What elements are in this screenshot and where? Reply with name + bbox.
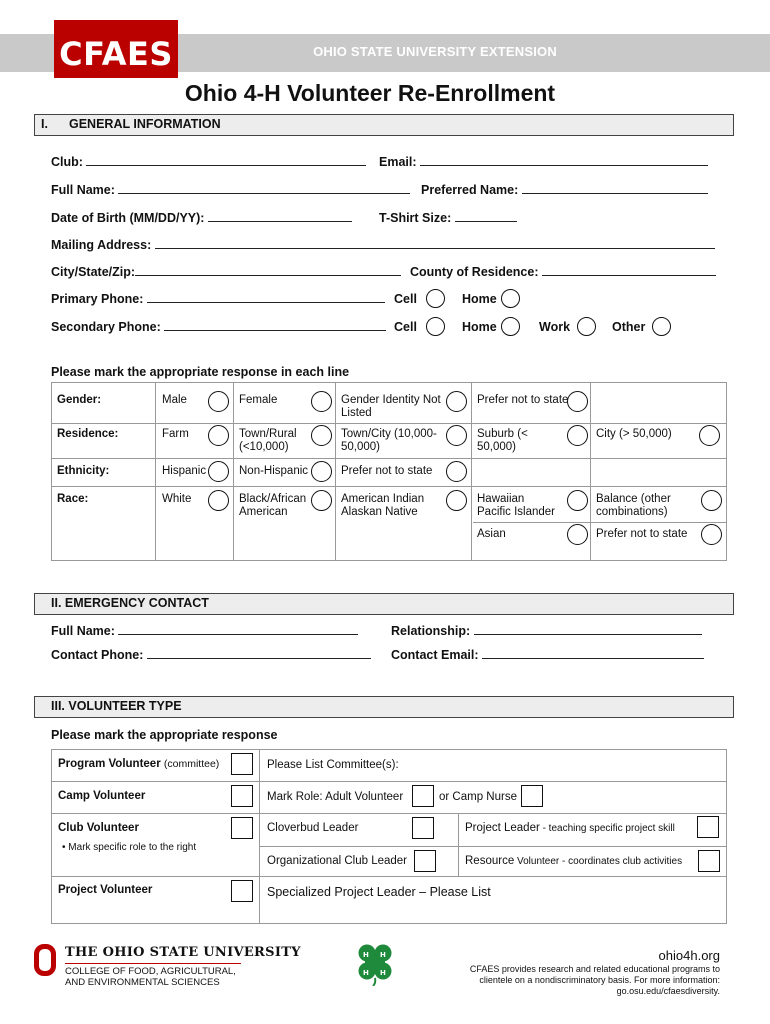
primary-home-radio[interactable] bbox=[501, 289, 520, 308]
city-label: City/State/Zip: bbox=[51, 265, 136, 279]
race-balance: Balance (other combinations) bbox=[596, 493, 671, 518]
program-volunteer-row bbox=[58, 758, 219, 770]
secondary-work-radio[interactable] bbox=[577, 317, 596, 336]
club-field[interactable] bbox=[51, 155, 366, 169]
table-line bbox=[51, 423, 727, 424]
gender-male: Male bbox=[162, 394, 187, 406]
dob-line bbox=[208, 211, 352, 222]
extension-label: OHIO STATE UNIVERSITY EXTENSION bbox=[313, 44, 557, 59]
resource-row bbox=[465, 855, 682, 867]
table-line bbox=[726, 382, 727, 560]
bullet-icon: • bbox=[62, 842, 66, 853]
ec-email-line bbox=[482, 648, 704, 659]
ethnicity-non-hispanic-radio[interactable] bbox=[311, 461, 332, 482]
svg-text:H: H bbox=[363, 969, 369, 977]
ec-relationship-field[interactable] bbox=[391, 624, 702, 638]
email-field[interactable] bbox=[379, 155, 708, 169]
ec-email-field[interactable] bbox=[391, 648, 704, 662]
tshirt-line bbox=[455, 211, 517, 222]
project-volunteer-checkbox[interactable] bbox=[231, 880, 253, 902]
secondary-cell-label: Cell bbox=[394, 320, 417, 334]
secondary-work-label: Work bbox=[539, 320, 571, 334]
resource-desc: Volunteer - coordinates club activities bbox=[514, 856, 683, 867]
project-volunteer-label: Project Volunteer bbox=[58, 884, 153, 896]
table-line bbox=[51, 749, 52, 923]
table-line bbox=[51, 560, 727, 561]
resource-label: Resource bbox=[465, 855, 515, 867]
residence-suburb-radio[interactable] bbox=[567, 425, 588, 446]
club-volunteer-checkbox[interactable] bbox=[231, 817, 253, 839]
project-leader-desc: - teaching specific project skill bbox=[539, 823, 675, 834]
table-line bbox=[473, 522, 727, 523]
mailing-label: Mailing Address: bbox=[51, 238, 152, 252]
primary-phone-label: Primary Phone: bbox=[51, 292, 144, 306]
table-line bbox=[259, 846, 727, 847]
race-white: White bbox=[162, 493, 192, 505]
ec-phone-field[interactable] bbox=[51, 648, 371, 662]
race-black: Black/African American bbox=[239, 493, 307, 518]
primary-phone-line bbox=[147, 292, 385, 303]
adult-volunteer-checkbox[interactable] bbox=[412, 785, 434, 807]
club-volunteer-label: Club Volunteer bbox=[58, 822, 139, 834]
project-leader-checkbox[interactable] bbox=[697, 816, 719, 838]
county-line bbox=[542, 265, 716, 276]
race-label: Race: bbox=[57, 493, 89, 505]
gender-not-listed-radio[interactable] bbox=[446, 391, 467, 412]
preferred-name-line bbox=[522, 183, 708, 194]
program-volunteer-checkbox[interactable] bbox=[231, 753, 253, 775]
ethnicity-prefer-not-radio[interactable] bbox=[446, 461, 467, 482]
program-committee-note: (committee) bbox=[163, 758, 220, 770]
city-field[interactable] bbox=[51, 265, 401, 279]
secondary-home-radio[interactable] bbox=[501, 317, 520, 336]
secondary-home-label: Home bbox=[462, 320, 497, 334]
table-line bbox=[471, 382, 472, 560]
osu-block-o-logo bbox=[34, 944, 56, 976]
race-balance-radio[interactable] bbox=[701, 490, 722, 511]
table-line bbox=[590, 382, 591, 560]
gender-female-radio[interactable] bbox=[311, 391, 332, 412]
nd-line2: clientele on a nondiscriminatory basis. For more information: bbox=[479, 975, 720, 985]
tshirt-field[interactable] bbox=[379, 211, 517, 225]
cloverbud-checkbox[interactable] bbox=[412, 817, 434, 839]
race-american-indian-radio[interactable] bbox=[446, 490, 467, 511]
race-prefer-not-radio[interactable] bbox=[701, 524, 722, 545]
camp-volunteer-checkbox[interactable] bbox=[231, 785, 253, 807]
table-line bbox=[726, 749, 727, 923]
secondary-cell-radio[interactable] bbox=[426, 317, 445, 336]
table-line bbox=[458, 813, 459, 876]
volunteer-instruction: Please mark the appropriate response bbox=[51, 728, 278, 742]
section-general-information bbox=[34, 114, 734, 136]
ec-full-name-line bbox=[118, 624, 358, 635]
table-line bbox=[155, 382, 156, 560]
project-leader-row bbox=[465, 822, 675, 834]
table-line bbox=[233, 382, 234, 560]
secondary-phone-line bbox=[164, 320, 386, 331]
city-line bbox=[135, 265, 401, 276]
camp-nurse-checkbox[interactable] bbox=[521, 785, 543, 807]
resource-checkbox[interactable] bbox=[698, 850, 720, 872]
primary-phone-field[interactable] bbox=[51, 292, 385, 306]
race-hawaiian: Hawaiian Pacific Islander bbox=[477, 493, 555, 518]
primary-cell-radio[interactable] bbox=[426, 289, 445, 308]
nd-line3: go.osu.edu/cfaesdiversity. bbox=[616, 986, 720, 996]
mailing-field[interactable] bbox=[51, 238, 715, 252]
race-prefer-not: Prefer not to state bbox=[596, 528, 688, 540]
table-line bbox=[51, 382, 52, 560]
table-line bbox=[51, 382, 727, 383]
table-line bbox=[335, 382, 336, 560]
primary-cell-label: Cell bbox=[394, 292, 417, 306]
table-line bbox=[51, 923, 727, 924]
residence-suburb: Suburb (< 50,000) bbox=[477, 428, 528, 453]
email-line bbox=[420, 155, 708, 166]
dob-label: Date of Birth (MM/DD/YY): bbox=[51, 211, 205, 225]
residence-town-rural: Town/Rural (<10,000) bbox=[239, 428, 297, 453]
full-name-field[interactable] bbox=[51, 183, 410, 197]
gender-prefer-not: Prefer not to state bbox=[477, 394, 569, 406]
residence-town-city: Town/City (10,000-50,000) bbox=[341, 428, 437, 453]
section-emergency-contact bbox=[34, 593, 734, 615]
ec-relationship-line bbox=[474, 624, 702, 635]
table-line bbox=[51, 749, 727, 750]
county-field[interactable] bbox=[410, 265, 716, 279]
osu-college-line2: AND ENVIRONMENTAL SCIENCES bbox=[65, 977, 220, 988]
org-leader-label: Organizational Club Leader bbox=[267, 855, 408, 867]
ec-email-label: Contact Email: bbox=[391, 648, 479, 662]
race-asian-radio[interactable] bbox=[567, 524, 588, 545]
club-line bbox=[86, 155, 366, 166]
ec-relationship-label: Relationship: bbox=[391, 624, 471, 638]
residence-town-rural-radio[interactable] bbox=[311, 425, 332, 446]
section-volunteer-type bbox=[34, 696, 734, 718]
svg-text:H: H bbox=[380, 969, 386, 977]
ec-phone-label: Contact Phone: bbox=[51, 648, 144, 662]
residence-city-radio[interactable] bbox=[699, 425, 720, 446]
table-line bbox=[51, 781, 727, 782]
residence-city: City (> 50,000) bbox=[596, 428, 672, 440]
osu-name: THE OHIO STATE UNIVERSITY bbox=[65, 945, 301, 960]
county-label: County of Residence: bbox=[410, 265, 539, 279]
residence-farm: Farm bbox=[162, 428, 189, 440]
gender-prefer-not-radio[interactable] bbox=[567, 391, 588, 412]
gender-not-listed: Gender Identity Not Listed bbox=[341, 394, 441, 419]
website-link[interactable]: ohio4h.org bbox=[658, 948, 720, 963]
osu-college-line1: COLLEGE OF FOOD, AGRICULTURAL, bbox=[65, 966, 236, 977]
table-line bbox=[259, 749, 260, 923]
program-volunteer-label: Program Volunteer bbox=[58, 758, 161, 770]
residence-farm-radio[interactable] bbox=[208, 425, 229, 446]
table-line bbox=[51, 813, 727, 814]
section-heading: III. VOLUNTEER TYPE bbox=[51, 699, 182, 713]
club-label: Club: bbox=[51, 155, 83, 169]
club-note bbox=[62, 842, 196, 853]
race-american-indian: American Indian Alaskan Native bbox=[341, 493, 425, 518]
race-white-radio[interactable] bbox=[208, 490, 229, 511]
table-line bbox=[51, 486, 727, 487]
list-committees-label: Please List Committee(s): bbox=[267, 759, 399, 771]
club-note-text: Mark specific role to the right bbox=[68, 842, 197, 853]
gender-female: Female bbox=[239, 394, 278, 406]
nondiscrimination-notice bbox=[420, 964, 720, 997]
cloverbud-label: Cloverbud Leader bbox=[267, 822, 359, 834]
project-leader-label: Project Leader bbox=[465, 822, 540, 834]
camp-volunteer-label: Camp Volunteer bbox=[58, 790, 146, 802]
preferred-name-label: Preferred Name: bbox=[421, 183, 519, 197]
residence-town-city-radio[interactable] bbox=[446, 425, 467, 446]
secondary-phone-label: Secondary Phone: bbox=[51, 320, 161, 334]
4h-clover-icon bbox=[352, 940, 398, 986]
tshirt-label: T-Shirt Size: bbox=[379, 211, 452, 225]
mark-role-label: Mark Role: Adult Volunteer bbox=[267, 791, 404, 803]
ec-full-name-field[interactable] bbox=[51, 624, 358, 638]
dob-field[interactable] bbox=[51, 211, 352, 225]
primary-home-label: Home bbox=[462, 292, 497, 306]
section-heading: II. EMERGENCY CONTACT bbox=[51, 596, 209, 610]
org-leader-checkbox[interactable] bbox=[414, 850, 436, 872]
preferred-name-field[interactable] bbox=[421, 183, 708, 197]
ethnicity-hispanic-radio[interactable] bbox=[208, 461, 229, 482]
cfaes-logo: CFAES bbox=[54, 20, 178, 78]
ethnicity-prefer-not: Prefer not to state bbox=[341, 465, 433, 477]
osu-divider bbox=[65, 963, 241, 964]
svg-text:H: H bbox=[363, 951, 369, 959]
email-label: Email: bbox=[379, 155, 417, 169]
mailing-line bbox=[155, 238, 715, 249]
race-hawaiian-radio[interactable] bbox=[567, 490, 588, 511]
residence-label: Residence: bbox=[57, 428, 119, 440]
svg-text:H: H bbox=[380, 951, 386, 959]
ethnicity-hispanic: Hispanic bbox=[162, 465, 207, 477]
gender-label: Gender: bbox=[57, 394, 102, 406]
section-heading: GENERAL INFORMATION bbox=[69, 117, 221, 131]
ethnicity-label: Ethnicity: bbox=[57, 465, 110, 477]
nd-line1: CFAES provides research and related educational programs to bbox=[469, 964, 720, 974]
table-line bbox=[51, 458, 727, 459]
section-number: I. bbox=[41, 117, 48, 131]
full-name-label: Full Name: bbox=[51, 183, 115, 197]
race-asian: Asian bbox=[477, 528, 506, 540]
ethnicity-non-hispanic: Non-Hispanic bbox=[239, 465, 309, 477]
camp-nurse-label: or Camp Nurse bbox=[439, 791, 517, 803]
page-title: Ohio 4-H Volunteer Re-Enrollment bbox=[184, 80, 556, 106]
ec-phone-line bbox=[147, 648, 371, 659]
table-line bbox=[51, 876, 727, 877]
race-black-radio[interactable] bbox=[311, 490, 332, 511]
full-name-line bbox=[118, 183, 410, 194]
specialized-label: Specialized Project Leader – Please List bbox=[267, 885, 491, 899]
secondary-other-label: Other bbox=[612, 320, 646, 334]
secondary-other-radio[interactable] bbox=[652, 317, 671, 336]
ec-full-name-label: Full Name: bbox=[51, 624, 115, 638]
secondary-phone-field[interactable] bbox=[51, 320, 386, 334]
demographics-instruction: Please mark the appropriate response in each line bbox=[51, 365, 350, 379]
gender-male-radio[interactable] bbox=[208, 391, 229, 412]
